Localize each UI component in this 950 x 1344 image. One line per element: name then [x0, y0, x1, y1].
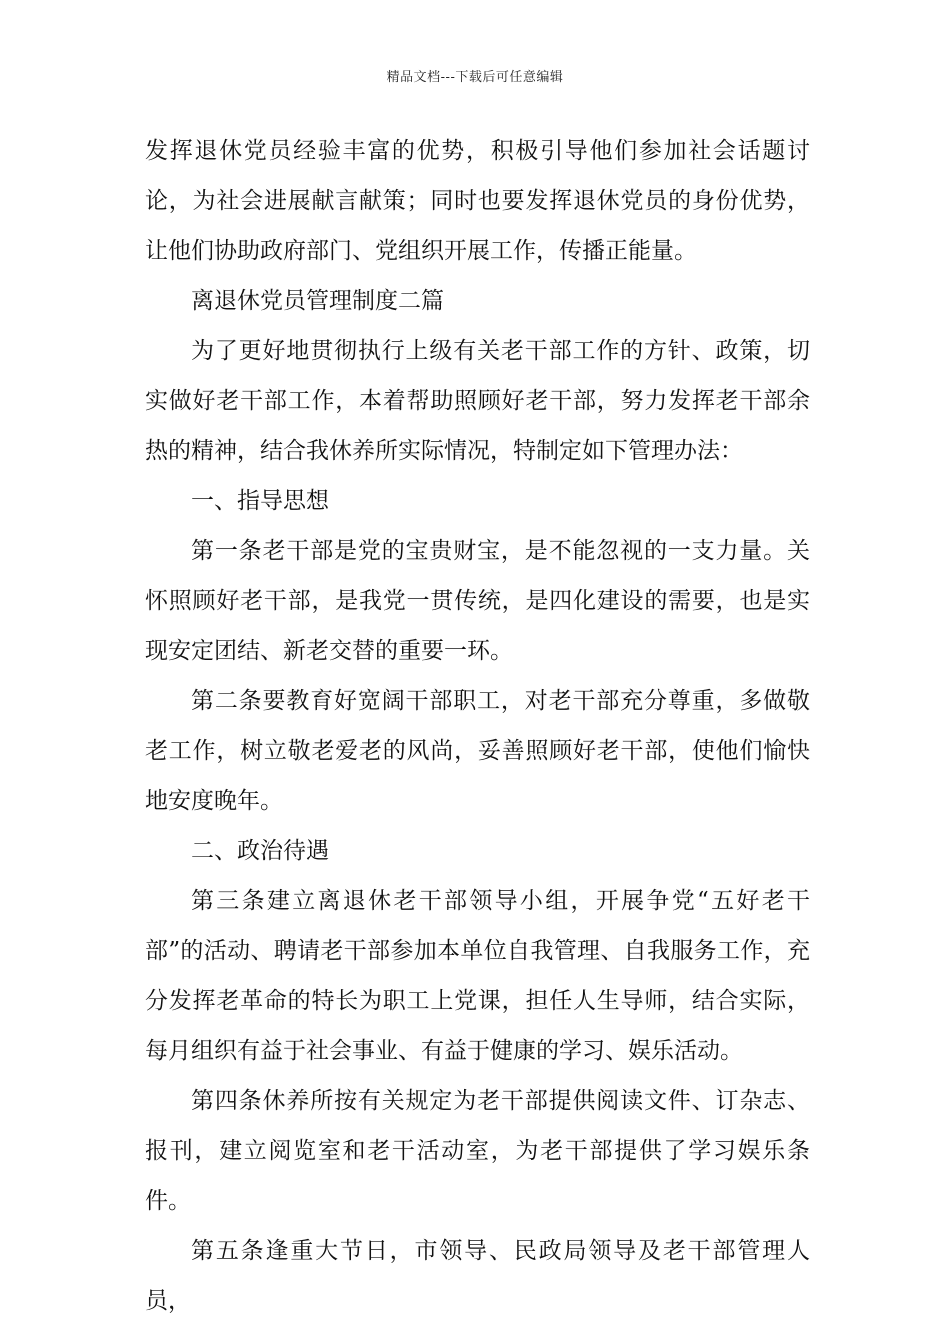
paragraph-continuation: 发挥退休党员经验丰富的优势，积极引导他们参加社会话题讨论，为社会进展献言献策；同时也要发挥退休党员的身份优势，让他们协助政府部门、党组织开展工作，传播正能量。	[145, 138, 810, 264]
paragraph-intro: 为了更好地贯彻执行上级有关老干部工作的方针、政策，切实做好老干部工作，本着帮助照顾好老干部，努力发挥老干部余热的精神，结合我休养所实际情况，特制定如下管理办法：	[145, 338, 810, 464]
page-header: 精品文档---下载后可任意编辑	[386, 70, 564, 85]
document-body	[145, 126, 810, 1326]
article-4: 第四条休养所按有关规定为老干部提供阅读文件、订杂志、报刊，建立阅览室和老干活动室，为老干部提供了学习娱乐条件。	[145, 1088, 810, 1214]
article-3: 第三条建立离退休老干部领导小组，开展争党“五好老干部”的活动、聘请老干部参加本单位自我管理、自我服务工作，充分发挥老革命的特长为职工上党课，担任人生导师，结合实际，每月组织有益于社会事业、有益于健康的学习、娱乐活动。	[145, 888, 810, 1064]
article-5: 第五条逢重大节日，市领导、民政局领导及老干部管理人员，	[145, 1238, 810, 1314]
section-title: 离退休党员管理制度二篇	[191, 288, 444, 314]
heading-guiding-thought: 一、指导思想	[191, 488, 329, 514]
article-1: 第一条老干部是党的宝贵财宝，是不能忽视的一支力量。关怀照顾好老干部，是我党一贯传统，是四化建设的需要，也是实现安定团结、新老交替的重要一环。	[145, 538, 810, 664]
heading-political-treatment: 二、政治待遇	[191, 838, 329, 864]
article-2: 第二条要教育好宽阔干部职工，对老干部充分尊重，多做敬老工作，树立敬老爱老的风尚，妥善照顾好老干部，使他们愉快地安度晚年。	[145, 688, 810, 814]
